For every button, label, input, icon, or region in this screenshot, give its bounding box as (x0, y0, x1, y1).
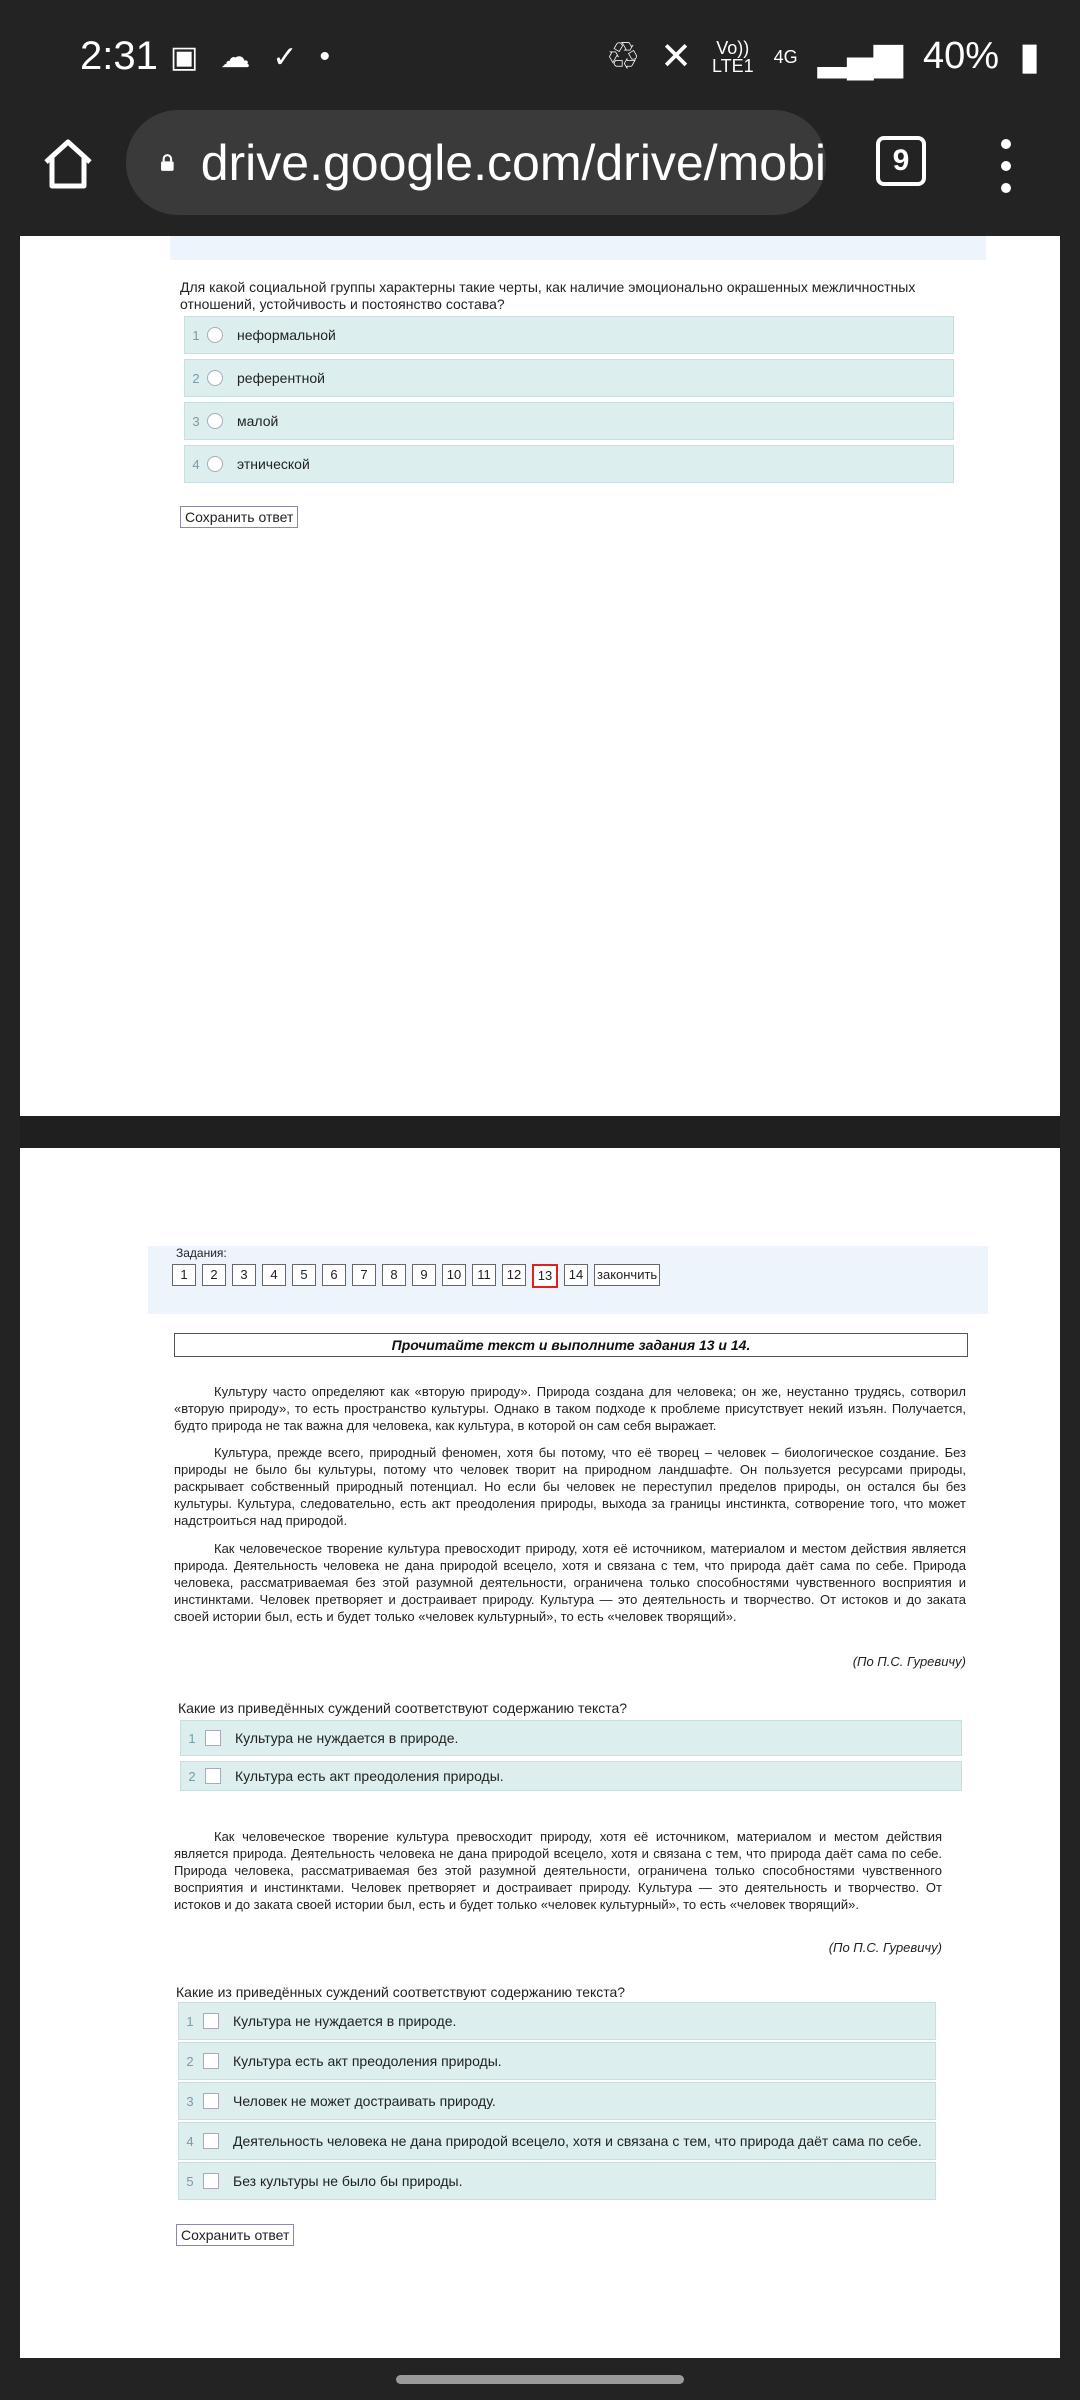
option-label: неформальной (237, 327, 336, 343)
task-number-button[interactable]: 8 (382, 1264, 406, 1286)
answer-option[interactable] (184, 402, 954, 440)
url-text: drive.google.com/drive/mobi (200, 134, 826, 191)
option-number: 3 (192, 413, 200, 429)
answer-option[interactable] (178, 2082, 936, 2120)
task-number-button[interactable]: 6 (322, 1264, 346, 1286)
reading-title: Прочитайте текст и выполните задания 13 и 14. (174, 1333, 968, 1357)
option-label: Без культуры не было бы природы. (233, 2173, 463, 2189)
reading-paragraph-1: Культуру часто определяют как «вторую природу». Природа создана для человека; он же, неустанно трудясь, сотворил «вторую природу», то есть пространство культуры. Однако в таком подходе к проблеме присутствует некий изъян. Получается, будто природа не так важна для человека, как культура, в которой он сам себя выражает. (174, 1384, 966, 1433)
radio-button[interactable] (207, 370, 223, 386)
checkbox[interactable] (203, 2093, 219, 2109)
option-number: 2 (186, 2053, 194, 2069)
checkbox[interactable] (205, 1730, 221, 1746)
battery-icon: ▮ (1019, 36, 1040, 78)
task-number-button[interactable]: 5 (292, 1264, 316, 1286)
task-number-button[interactable]: 3 (232, 1264, 256, 1286)
repeat-author: (По П.С. Гуревичу) (828, 1940, 942, 1955)
radio-button[interactable] (207, 413, 223, 429)
task-number-button-current[interactable]: 13 (532, 1264, 558, 1288)
option-label: Культура не нуждается в природе. (233, 2013, 457, 2029)
radio-button[interactable] (207, 327, 223, 343)
checkbox[interactable] (203, 2173, 219, 2189)
radio-button[interactable] (207, 456, 223, 472)
task-number-button[interactable]: 11 (472, 1264, 496, 1286)
image-icon: ▣ (170, 41, 199, 74)
signal-icon: ▂▄▆ (817, 36, 904, 78)
option-label: малой (237, 413, 279, 429)
option-number: 1 (186, 2013, 194, 2029)
task-navigation (172, 1264, 660, 1288)
notification-icons (170, 40, 330, 75)
option-label: Культура есть акт преодоления природы. (233, 2053, 502, 2069)
task-number-button[interactable]: 4 (262, 1264, 286, 1286)
mute-icon: ✕ (660, 36, 692, 78)
task-number-button[interactable]: 7 (352, 1264, 376, 1286)
dot-icon: • (319, 40, 331, 73)
reading-paragraph-3: Как человеческое творение культура превосходит природу, хотя её источником, материалом и местом действия является природа. Деятельность человека не дана природой всецело, хотя и связана с тем, что природа даёт сама по себе. Природа человека, рассматриваемая без этой разумной деятельности, ограничена только способностями чувственного восприятия и инстинктами. Человек претворяет и достраивает природу. Культура — это деятельность и творчество. От истоков и до заката своей истории был, есть и будет только «человек культурный», то есть «человек творящий». (174, 1541, 966, 1624)
checkbox[interactable] (203, 2133, 219, 2149)
question-2-text: Какие из приведённых суждений соответствуют содержанию текста? (178, 1700, 628, 1716)
task-number-button[interactable]: 12 (502, 1264, 526, 1286)
question-1-text: Для какой социальной группы характерны такие черты, как наличие эмоционально окрашенных межличностных отношений, устойчивость и постоянство состава? (180, 279, 916, 312)
option-number: 2 (188, 1768, 196, 1784)
option-label: Деятельность человека не дана природой всецело, хотя и связана с тем, что природа даёт сама по себе. (233, 2133, 922, 2149)
option-number: 2 (192, 370, 200, 386)
task-number-button[interactable]: 1 (172, 1264, 196, 1286)
status-time: 2:31 (80, 34, 158, 78)
header-band (170, 236, 986, 260)
repeat-question-text: Какие из приведённых суждений соответствуют содержанию текста? (176, 1984, 626, 2000)
gesture-handle[interactable] (396, 2375, 684, 2384)
option-label: этнической (237, 456, 310, 472)
lock-icon (160, 146, 175, 180)
answer-option[interactable] (180, 1761, 962, 1791)
check-download-icon: ✓ (272, 41, 298, 74)
task-number-button[interactable]: 9 (412, 1264, 436, 1286)
option-number: 1 (188, 1730, 196, 1746)
task-number-button[interactable]: 10 (442, 1264, 466, 1286)
option-label: Культура не нуждается в природе. (235, 1730, 459, 1746)
option-number: 5 (186, 2173, 194, 2189)
overflow-menu-icon[interactable] (996, 136, 1016, 196)
option-number: 1 (192, 327, 200, 343)
task-number-button[interactable]: 2 (202, 1264, 226, 1286)
option-number: 3 (186, 2093, 194, 2109)
option-label: Человек не может достраивать природу. (233, 2093, 496, 2109)
repeat-paragraph: Как человеческое творение культура превосходит природу, хотя её источником, материалом и местом действия является природа. Деятельность человека не дана природой всецело, хотя и связана с тем, что природа даёт сама по себе. Природа человека, рассматриваемая без этой разумной деятельности, ограничена только способностями чувственного восприятия и инстинктами. Человек претворяет и достраивает природу. Культура — это деятельность и творчество. От истоков и до заката своей истории был, есть и будет только «человек культурный», то есть «человек творящий». (174, 1829, 942, 1912)
reading-paragraph-2: Культура, прежде всего, природный феномен, хотя бы потому, что её творец – человек – биологическое создание. Без природы не было бы культуры, потому что человек творит на природном ландшафте. Он пользуется ресурсами природы, раскрывает собственный природный потенциал. Но если бы человек не переступил пределов природы, он остался бы без культуры. Культура, следовательно, есть акт преодоления природы, выхода за границы инстинкта, сотворение того, что может надстроиться над природой. (174, 1445, 966, 1528)
volte-indicator: Vo)) LTE1 (711, 37, 754, 76)
option-label: Культура есть акт преодоления природы. (235, 1768, 504, 1784)
answer-option[interactable] (178, 2002, 936, 2040)
answer-option[interactable] (180, 1720, 962, 1756)
tab-switcher-button[interactable]: 9 (876, 136, 926, 186)
option-label: референтной (237, 370, 325, 386)
answer-option[interactable] (178, 2162, 936, 2200)
page-gap (20, 1116, 1060, 1148)
option-number: 4 (186, 2133, 194, 2149)
home-icon[interactable] (38, 134, 98, 194)
checkbox[interactable] (205, 1768, 221, 1784)
answer-option[interactable] (184, 316, 954, 354)
finish-button[interactable]: закончить (594, 1264, 660, 1286)
checkbox[interactable] (203, 2053, 219, 2069)
battery-saver-icon: ♲ (606, 36, 641, 78)
option-number: 4 (192, 456, 200, 472)
save-answer-button[interactable]: Сохранить ответ (180, 506, 298, 528)
save-answer-button[interactable]: Сохранить ответ (176, 2224, 294, 2246)
answer-option[interactable] (184, 445, 954, 483)
browser-toolbar (0, 100, 1080, 235)
answer-option[interactable] (178, 2042, 936, 2080)
answer-option[interactable] (184, 359, 954, 397)
answer-option[interactable] (178, 2122, 936, 2160)
system-icons (606, 34, 1040, 79)
checkbox[interactable] (203, 2013, 219, 2029)
address-bar[interactable] (126, 110, 826, 215)
network-type: 4G (773, 46, 798, 67)
reading-author: (По П.С. Гуревичу) (852, 1654, 966, 1669)
tasks-label: Задания: (176, 1246, 227, 1260)
battery-level: 40% (923, 35, 1000, 77)
task-number-button[interactable]: 14 (564, 1264, 588, 1286)
cloud-upload-icon: ☁ (220, 41, 251, 74)
